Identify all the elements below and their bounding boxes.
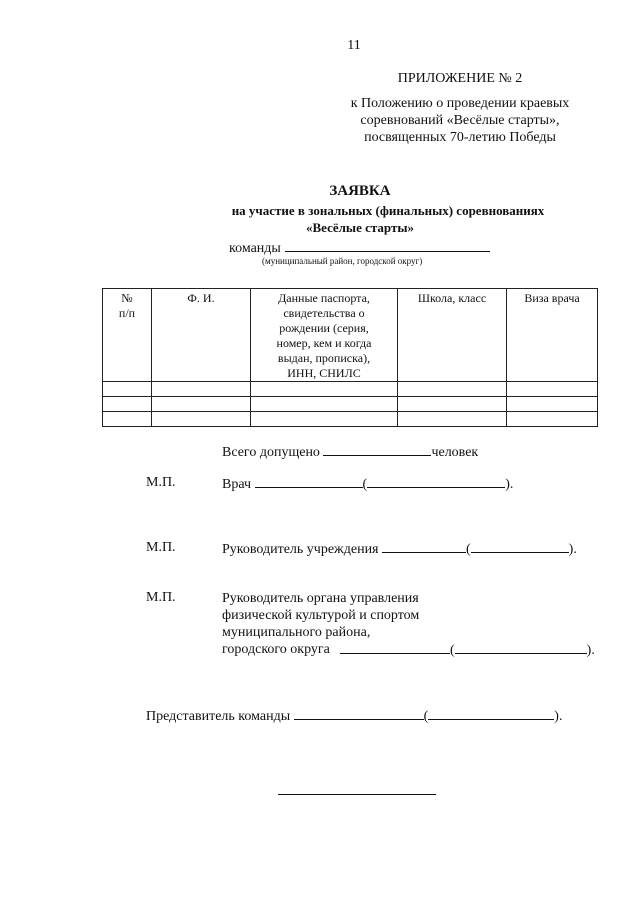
form-title: ЗАЯВКА xyxy=(329,183,391,199)
table-cell[interactable] xyxy=(507,412,598,427)
table-cell[interactable] xyxy=(507,382,598,397)
table-cell[interactable] xyxy=(251,397,398,412)
institution-head-signature-line xyxy=(222,540,577,558)
team-label: команды xyxy=(229,241,281,256)
header-number: № п/п xyxy=(103,289,152,382)
total-count-field[interactable] xyxy=(323,443,431,456)
stamp-label: М.П. xyxy=(146,540,176,555)
team-representative-signature-field[interactable] xyxy=(294,707,424,720)
appendix-line-2: соревнований «Весёлые старты», xyxy=(360,113,560,128)
table-cell[interactable] xyxy=(103,412,152,427)
team-line xyxy=(229,239,490,257)
sport-head-signature-field[interactable] xyxy=(340,641,450,654)
close-paren: ). xyxy=(505,477,514,492)
table-cell[interactable] xyxy=(251,382,398,397)
header-name: Ф. И. xyxy=(152,289,251,382)
form-subtitle: на участие в зональных (финальных) соревнованиях xyxy=(231,203,545,218)
table-cell[interactable] xyxy=(103,397,152,412)
open-paren: ( xyxy=(362,477,368,492)
table-cell[interactable] xyxy=(152,412,251,427)
team-representative-label: Представитель команды xyxy=(146,709,291,724)
bottom-divider xyxy=(278,794,436,795)
sport-head-label: Руководитель органа управления физической культурой и спортом муниципального района, городского округа xyxy=(222,591,420,657)
table-cell[interactable] xyxy=(251,412,398,427)
form-event-name: «Весёлые старты» xyxy=(305,220,414,235)
team-representative-signature-line xyxy=(146,707,562,725)
total-suffix: человек xyxy=(431,445,479,460)
open-paren: ( xyxy=(450,643,455,658)
appendix-line-3: посвященных 70-летию Победы xyxy=(364,130,556,145)
table-cell[interactable] xyxy=(152,397,251,412)
stamp-label: М.П. xyxy=(146,475,176,490)
doctor-label: Врач xyxy=(222,477,252,492)
header-passport: Данные паспорта, свидетельства о рождении (серия, номер, кем и когда выдан, прописка), ИНН, СНИЛС xyxy=(251,289,398,382)
team-name-field[interactable] xyxy=(285,239,490,252)
institution-head-name-field[interactable] xyxy=(471,540,569,553)
open-paren: ( xyxy=(466,542,471,557)
stamp-label: М.П. xyxy=(146,590,176,605)
header-school: Школа, класс xyxy=(398,289,507,382)
institution-head-label: Руководитель учреждения xyxy=(222,542,379,557)
table-cell[interactable] xyxy=(398,382,507,397)
total-admitted-line xyxy=(222,443,478,461)
table-cell[interactable] xyxy=(507,397,598,412)
doctor-name-field[interactable] xyxy=(367,475,505,488)
sport-head-name-field[interactable] xyxy=(455,641,587,654)
appendix-title: ПРИЛОЖЕНИЕ № 2 xyxy=(397,71,523,86)
table-row xyxy=(103,397,598,412)
table-cell[interactable] xyxy=(398,397,507,412)
team-representative-name-field[interactable] xyxy=(428,707,554,720)
close-paren: ). xyxy=(554,709,563,724)
table-cell[interactable] xyxy=(103,382,152,397)
doctor-signature-field[interactable] xyxy=(255,475,363,488)
table-row xyxy=(103,382,598,397)
total-prefix: Всего допущено xyxy=(222,445,320,460)
table-cell[interactable] xyxy=(152,382,251,397)
close-paren: ). xyxy=(568,542,577,557)
table-row xyxy=(103,412,598,427)
roster-table xyxy=(102,288,598,427)
header-doctor-visa: Виза врача xyxy=(507,289,598,382)
appendix-line-1: к Положению о проведении краевых xyxy=(350,96,570,111)
appendix-header xyxy=(320,70,600,146)
roster-header-row xyxy=(103,289,598,382)
team-hint: (муниципальный район, городской округ) xyxy=(262,256,423,266)
sport-head-signature-line xyxy=(340,641,595,659)
open-paren: ( xyxy=(423,709,429,724)
page-number: 11 xyxy=(347,38,361,53)
institution-head-signature-field[interactable] xyxy=(382,540,466,553)
close-paren: ). xyxy=(586,643,595,658)
table-cell[interactable] xyxy=(398,412,507,427)
doctor-signature-line xyxy=(222,475,513,493)
